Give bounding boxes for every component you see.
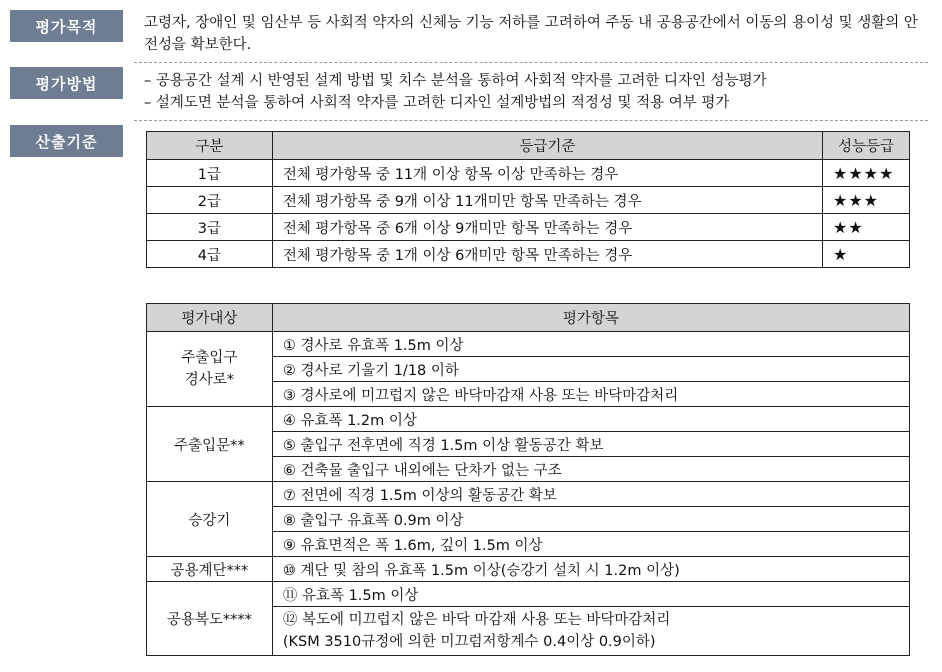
item-cell: ⑫ 복도에 미끄럽지 않은 바닥 마감재 사용 또는 바닥마감처리 (KSM 3510규정에 의한 미끄럼저항계수 0.4이상 0.9이하) [272, 607, 909, 656]
item-cell: ② 경사로 기울기 1/18 이하 [272, 357, 909, 382]
table-row [147, 582, 910, 607]
table-row [147, 160, 910, 187]
column-header: 등급기준 [272, 132, 822, 160]
table-row [147, 407, 910, 432]
evaluation-table-header [147, 304, 910, 332]
table-row [147, 187, 910, 214]
criteria-cell: 전체 평가항목 중 6개 이상 9개미만 항목 만족하는 경우 [272, 214, 822, 241]
grade-cell: 3급 [147, 214, 273, 241]
divider [134, 120, 928, 121]
stars-cell: ★ [822, 241, 909, 268]
table-row [147, 557, 910, 582]
item-cell: ⑦ 전면에 직경 1.5m 이상의 활동공간 확보 [272, 482, 909, 507]
target-cell: 주출입구 경사로* [147, 332, 273, 407]
table-row [147, 332, 910, 357]
method-text [144, 70, 928, 114]
item-cell: ⑥ 건축물 출입구 내외에는 단차가 없는 구조 [272, 457, 909, 482]
column-header: 구분 [147, 132, 273, 160]
purpose-text: 고령자, 장애인 및 임산부 등 사회적 약자의 신체능 기능 저하를 고려하여 주동 내 공용공간에서 이동의 용이성 및 생활의 안전성을 확보한다. [144, 15, 918, 53]
criteria-label: 산출기준 [10, 125, 123, 157]
item-cell: ④ 유효폭 1.2m 이상 [272, 407, 909, 432]
column-header: 평가대상 [147, 304, 273, 332]
item-cell: ⑧ 출입구 유효폭 0.9m 이상 [272, 507, 909, 532]
target-cell: 주출입문** [147, 407, 273, 482]
column-header: 평가항목 [272, 304, 909, 332]
stars-cell: ★★★ [822, 187, 909, 214]
item-cell: ⑩ 계단 및 참의 유효폭 1.5m 이상(승강기 설치 시 1.2m 이상) [272, 557, 909, 582]
item-cell: ⑨ 유효면적은 폭 1.6m, 깊이 1.5m 이상 [272, 532, 909, 557]
item-cell: ⑪ 유효폭 1.5m 이상 [272, 582, 909, 607]
item-cell: ③ 경사로에 미끄럽지 않은 바닥마감재 사용 또는 바닥마감처리 [272, 382, 909, 407]
stars-cell: ★★★★ [822, 160, 909, 187]
grade-cell: 1급 [147, 160, 273, 187]
table-row [147, 482, 910, 507]
item-cell: ① 경사로 유효폭 1.5m 이상 [272, 332, 909, 357]
method-line: – 공용공간 설계 시 반영된 설계 방법 및 치수 분석을 통하여 사회적 약자를 고려한 디자인 성능평가 [144, 73, 767, 89]
grade-cell: 2급 [147, 187, 273, 214]
criteria-cell: 전체 평가항목 중 11개 이상 항목 이상 만족하는 경우 [272, 160, 822, 187]
item-cell: ⑤ 출입구 전후면에 직경 1.5m 이상 활동공간 확보 [272, 432, 909, 457]
target-cell: 승강기 [147, 482, 273, 557]
target-cell: 공용복도**** [147, 582, 273, 656]
grade-table-header [147, 132, 910, 160]
table-row [147, 241, 910, 268]
divider [134, 62, 928, 63]
method-line: – 설계도면 분석을 통하여 사회적 약자를 고려한 디자인 설계방법의 적정성 및 적용 여부 평가 [144, 95, 730, 111]
grade-cell: 4급 [147, 241, 273, 268]
purpose-label: 평가목적 [10, 10, 123, 42]
stars-cell: ★★ [822, 214, 909, 241]
grade-table [146, 131, 910, 268]
criteria-cell: 전체 평가항목 중 9개 이상 11개미만 항목 만족하는 경우 [272, 187, 822, 214]
evaluation-table [146, 303, 910, 656]
column-header: 성능등급 [822, 132, 909, 160]
target-cell: 공용계단*** [147, 557, 273, 582]
method-label: 평가방법 [10, 67, 123, 99]
table-row [147, 214, 910, 241]
criteria-cell: 전체 평가항목 중 1개 이상 6개미만 항목 만족하는 경우 [272, 241, 822, 268]
